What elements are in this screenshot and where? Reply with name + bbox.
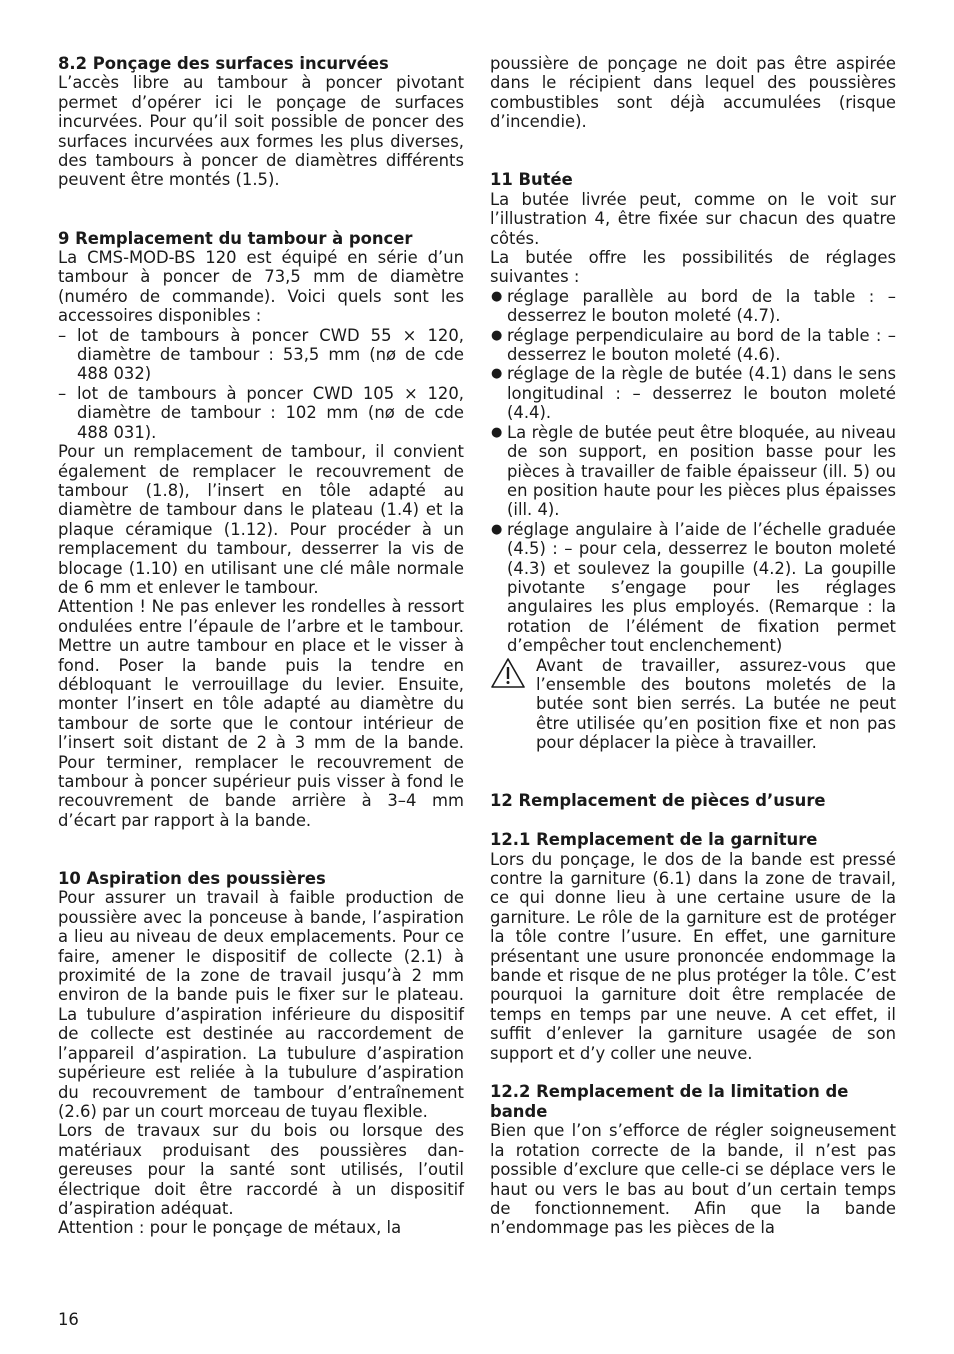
- bullet-dot-icon: ●: [491, 424, 503, 440]
- warning-note: [490, 656, 896, 753]
- section-12-1-text: Lors du ponçage, le dos de la bande est pressé contre la garniture (6.1) dans la zone de travail, ce qui donne lieu à une certaine usure de la garniture. Le rôle de la garniture est de protéger la tôle contre l’usure. En effet, une garniture présentant une usure prononcée endommage la bande et risque de ne plus protéger la tôle. C’est pourquoi la garniture doit être remplacée de temps en temps par une neuve. A cet effet, il suffit d’enlever la garniture usagée de son support et d’y coller une neuve.: [490, 849, 896, 1063]
- left-column: [58, 54, 464, 1238]
- list-item: ● réglage de la règle de butée (4.1) dans le sens longitudinal : – desserrez le bouton moleté (4.4).: [491, 364, 896, 423]
- list-item: – lot de tambours à poncer CWD 105 × 120, diamètre de tambour : 102 mm (nø de cde 488 031).: [58, 383, 464, 442]
- bullet-dot-icon: ●: [491, 288, 503, 304]
- list-item: ● réglage angulaire à l’aide de l’échelle graduée (4.5) : – pour cela, desserrez le bouton moleté (4.3) et soulevez la goupille (4.2). La goupille pivotante s’engage pour les réglages angulaires les plus employés. (Remarque : la rotation de l’élément de fixation permet d’empêcher tout enclenchement): [491, 519, 896, 656]
- dash-marker: –: [58, 383, 67, 403]
- page-number: 16: [58, 1310, 79, 1329]
- bullet-dot-icon: ●: [491, 366, 503, 382]
- section-9-attention: Attention ! Ne pas enlever les rondelles à ressort ondulées entre l’épaule de l’arbre et le tambour. Mettre un autre tambour en place et le visser à fond. Poser la bande puis la tendre en débloquant le verrouillage du levier. Ensuite, monter l’insert en tôle adapté au diamètre du tambour de sorte que le contour intérieur de l’insert soit distant de 2 à 3 mm de la bande. Pour terminer, remplacer le recouvrement de tambour à poncer supérieur puis visser à fond le recouvrement de bande arrière à 3–4 mm d’écart par rapport à la bande.: [58, 597, 464, 830]
- section-9-paragraph: Pour un remplacement de tambour, il convient également de remplacer le recouvrement de tambour (1.8), l’insert en tôle adapté au diamètre de tambour dans le plateau (1.4) et la plaque céramique (1.12). Pour procéder à un remplacement du tambour, desserrer la vis de blocage (1.10) en utilisant une clé mâle normale de 6 mm et enlever le tambour.: [58, 442, 464, 597]
- bullet-dot-icon: ●: [491, 327, 503, 343]
- section-8-2-title: 8.2 Ponçage des surfaces incurvées: [58, 54, 389, 73]
- list-item: – lot de tambours à poncer CWD 55 × 120, diamètre de tambour : 53,5 mm (nø de cde 488 032): [58, 325, 464, 384]
- section-9-intro: La CMS-MOD-BS 120 est équipé en série d’un tambour à poncer de 73,5 mm de diamètre (numéro de commande). Voici quels sont les accessoires disponibles :: [58, 248, 464, 326]
- continued-text: poussière de ponçage ne doit pas être aspirée dans le récipient dans lequel des poussières combustibles sont déjà accumulées (risque d’incendie).: [490, 54, 896, 132]
- section-10-paragraph-2: Lors de travaux sur du bois ou lorsque des matériaux produisant des poussières dangereuses pour la santé sont utilisés, l’outil électrique doit être raccordé à un dispositif d’aspiration adéquat.: [58, 1121, 464, 1218]
- right-column: [490, 54, 896, 1238]
- section-10-attention: Attention : pour le ponçage de métaux, la: [58, 1218, 402, 1238]
- section-10-title: 10 Aspiration des poussières: [58, 869, 326, 889]
- list-item: ● La règle de butée peut être bloquée, au niveau de son support, en position basse pour les pièces à travailler de faible épaisseur (ill. 5) ou en position haute pour les pièces plus épaisses (ill. 4).: [491, 422, 896, 520]
- list-item: ● réglage perpendiculaire au bord de la table : – desserrez le bouton moleté (4.6).: [491, 325, 896, 365]
- section-12-2-title: 12.2 Remplacement de la limitation de bande: [490, 1082, 849, 1121]
- section-11-paragraph-2: La butée offre les possibilités de réglages suivantes :: [490, 248, 896, 287]
- dash-marker: –: [58, 325, 67, 345]
- section-12-2-text: Bien que l’on s’efforce de régler soigneusement la rotation correcte de la bande, il n’est pas possible d’exclure que celle-ci se déplace vers le haut ou vers le bas au bout d’un certain temps de fonctionnement. Afin que la bande n’endommage pas les pièces de la: [490, 1121, 896, 1238]
- section-10-paragraph: Pour assurer un travail à faible production de poussière avec la ponceuse à bande, l’aspiration a lieu au niveau de deux emplacements. Pour ce faire, amener le dispositif de collecte (2.1) à proximité de la zone de travail jusqu’à 2 mm environ de la bande puis le fixer sur le plateau. La tubulure d’aspiration inférieure du dispositif de collecte est destinée au raccordement de l’appareil d’aspiration. La tubulure d’aspiration supérieure est reliée à la tubulure d’aspiration du recouvrement de tambour d’entraînement (2.6) par un court morceau de tuyau flexible.: [58, 888, 464, 1121]
- section-9-title: 9 Remplacement du tambour à poncer: [58, 228, 413, 248]
- warning-triangle-icon: [490, 656, 536, 753]
- bullet-dot-icon: ●: [491, 521, 503, 537]
- section-11-paragraph: La butée livrée peut, comme on le voit sur l’illustration 4, être fixée sur chacun des quatre côtés.: [490, 189, 896, 248]
- warning-text: Avant de travailler, assurez-vous que l’ensemble des boutons moletés de la butée sont bien serrés. La butée ne peut être utilisée qu’en position fixe et non pas pour déplacer la pièce à travailler.: [536, 655, 896, 753]
- section-12-title: 12 Remplacement de pièces d’usure: [490, 791, 826, 811]
- list-item: ● réglage parallèle au bord de la table : – desserrez le bouton moleté (4.7).: [491, 286, 896, 326]
- section-11-title: 11 Butée: [490, 170, 573, 190]
- section-12-1-title: 12.1 Remplacement de la garniture: [490, 830, 818, 850]
- section-8-2-text: L’accès libre au tambour à poncer pivotant permet d’opérer ici le ponçage de surfaces incurvées. Pour qu’il soit possible de poncer des surfaces incurvées aux formes les plus diverses, des tambours à poncer de diamètres différents peuvent être montés (1.5).: [58, 73, 464, 190]
